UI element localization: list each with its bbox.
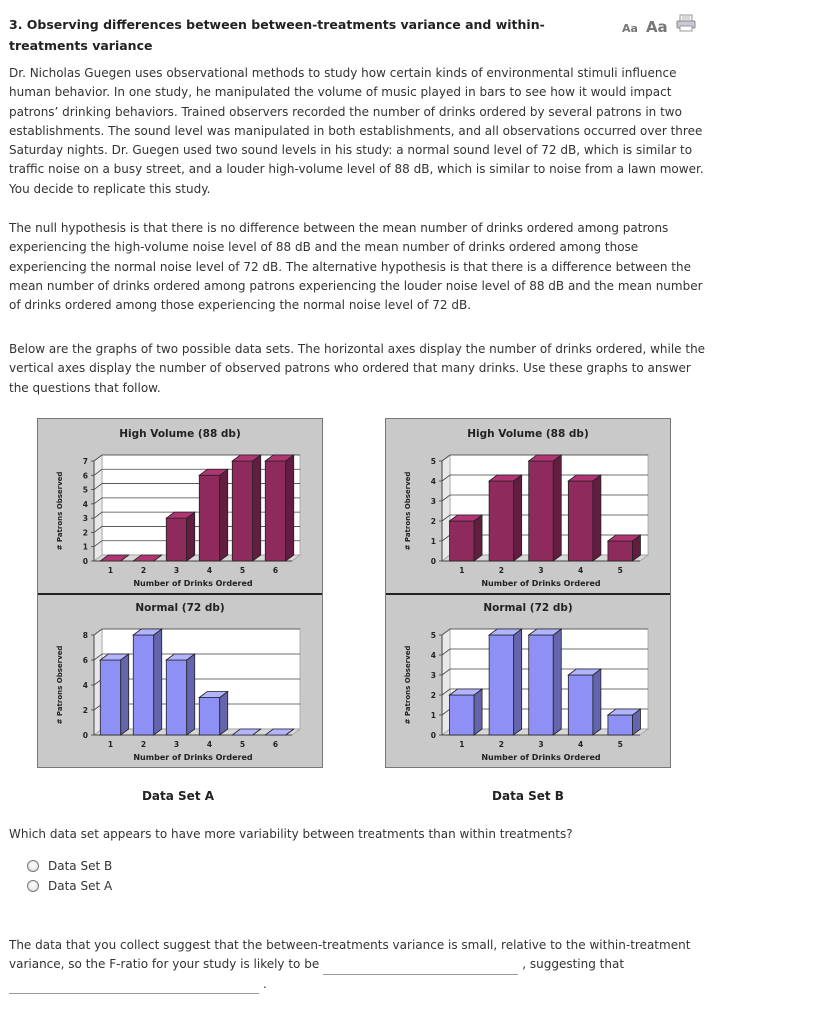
plot-side-wall	[94, 455, 102, 561]
y-tick-label: 5	[82, 485, 88, 495]
x-tick-label: 3	[538, 566, 544, 575]
bar	[450, 689, 483, 735]
y-tick-label: 1	[430, 711, 436, 720]
chart-panel	[404, 428, 648, 588]
x-axis-label: Number of Drinks Ordered	[481, 579, 601, 588]
intro-paragraph: Dr. Nicholas Guegen uses observational methods to study how certain kinds of environmental stimuli influence human behavior. In one study, he manipulated the volume of music played in bars to see how it would impact patrons’ drinking behaviors. Trained observers recorded the number of drinks ordered by several patrons in two establishments. The sound level was manipulated in both establishments, and all observations occurred over three Saturday nights. Dr. Guegen used two sound levels in his study: a normal sound level of 72 dB, which is similar to traffic noise on a busy street, and a louder high-volume level of 88 dB, which is similar to noise from a lawn mower. You decide to replicate this study.	[9, 66, 704, 196]
y-tick-label: 8	[82, 631, 88, 640]
x-tick-label: 4	[577, 566, 584, 575]
y-tick-label: 1	[82, 542, 88, 552]
bar-front	[568, 675, 593, 735]
hypothesis-paragraph: The null hypothesis is that there is no difference between the mean number of drinks ordered among patrons experiencing the high-volume noise level of 88 dB and the mean number of drinks ordered among those experiencing the normal noise level of 72 dB. The alternative hypothesis is that there is a difference between the mean number of drinks ordered among patrons experiencing the louder noise level of 88 dB and the mean number of drinks ordered among those experiencing the normal noise level of 72 dB.	[9, 221, 703, 313]
bar-side	[121, 654, 129, 735]
x-tick-label: 2	[140, 566, 147, 575]
print-icon-graphic	[676, 14, 696, 32]
x-tick-label: 1	[107, 740, 114, 749]
f-ratio-dropdown[interactable]	[323, 960, 518, 975]
chart-title: Normal (72 db)	[483, 602, 573, 614]
question-title: 3. Observing differences between between-treatments variance and within-treatments variance	[9, 17, 545, 53]
fill-text-part-1: The data that you collect suggest that the between-treatments variance is small, relative to the within-treatment variance, so the F-ratio for your study is likely to be	[9, 938, 691, 972]
y-axis-label: # Patrons Observed	[404, 645, 412, 725]
radio-button[interactable]	[27, 880, 39, 892]
x-tick-label: 3	[173, 740, 180, 749]
y-tick-label: 2	[82, 528, 88, 538]
y-tick-label: 2	[430, 691, 436, 700]
bar-side	[514, 629, 522, 735]
bar-front	[529, 635, 554, 735]
bar-side	[253, 455, 261, 561]
bar-front	[450, 521, 475, 561]
chart-title: High Volume (88 db)	[467, 428, 589, 440]
bar-front	[608, 541, 633, 561]
chart-title: Normal (72 db)	[135, 602, 225, 614]
bar-side	[474, 515, 482, 561]
y-tick-label: 6	[82, 656, 88, 665]
answer-options	[27, 856, 112, 896]
y-tick-label: 5	[430, 631, 436, 640]
bar	[529, 629, 562, 735]
bar-front	[568, 481, 593, 561]
bar-side	[593, 669, 601, 735]
x-tick-label: 4	[577, 740, 584, 749]
x-tick-label: 1	[107, 566, 114, 575]
bar	[265, 455, 293, 561]
x-tick-label: 6	[272, 566, 279, 575]
chart-panel	[56, 428, 300, 588]
fill-text-part-2: , suggesting that	[522, 957, 625, 972]
fill-text-part-3: .	[263, 976, 267, 991]
panel-divider	[386, 593, 670, 595]
y-tick-label: 3	[430, 671, 436, 680]
x-tick-label: 2	[140, 740, 147, 749]
panel-divider	[38, 593, 322, 595]
bar	[608, 535, 641, 561]
increase-font-button[interactable]: Aa	[645, 18, 668, 36]
y-tick-label: 3	[430, 497, 436, 506]
x-tick-label: 1	[459, 566, 465, 575]
bar-side	[220, 692, 228, 736]
x-axis-label: Number of Drinks Ordered	[481, 753, 601, 762]
bar-side	[474, 689, 482, 735]
radio-button[interactable]	[27, 860, 39, 872]
y-tick-label: 7	[82, 457, 88, 466]
bar-side	[553, 629, 561, 735]
bar-front	[489, 635, 514, 735]
bar-front	[232, 461, 252, 561]
bar	[568, 475, 601, 561]
x-tick-label: 2	[498, 566, 505, 575]
option-label: Data Set B	[48, 859, 113, 873]
y-tick-label: 0	[430, 557, 436, 566]
y-axis-label: # Patrons Observed	[404, 471, 412, 551]
question-title-row	[9, 14, 609, 56]
bar	[166, 654, 194, 735]
bar	[166, 512, 194, 561]
y-tick-label: 1	[430, 537, 436, 546]
plot-side-wall	[442, 629, 450, 735]
bar-front	[100, 660, 120, 735]
chart-panel	[56, 602, 300, 762]
x-tick-label: 4	[206, 566, 213, 575]
x-tick-label: 5	[617, 566, 623, 575]
bar	[529, 455, 562, 561]
decrease-font-button[interactable]: Aa	[622, 22, 638, 35]
y-tick-label: 0	[82, 557, 88, 566]
print-icon[interactable]	[676, 14, 696, 35]
data-set-a-label: Data Set A	[141, 789, 215, 803]
bar	[489, 475, 522, 561]
data-set-b-chart	[385, 418, 671, 768]
x-tick-label: 3	[538, 740, 544, 749]
bar-side	[220, 469, 228, 561]
bar-front	[166, 518, 186, 561]
graphs-instructions-paragraph: Below are the graphs of two possible data sets. The horizontal axes display the number of drinks ordered, while the vertical axes display the number of observed patrons who ordered that many drinks. Use these graphs to answer the questions that follow.	[9, 342, 706, 395]
bar-front	[608, 715, 633, 735]
y-tick-label: 0	[82, 731, 88, 740]
chart-title: High Volume (88 db)	[119, 428, 241, 440]
bar-side	[593, 475, 601, 561]
option-data-set-a[interactable]	[27, 876, 112, 896]
chart-panel	[404, 602, 648, 762]
bar	[232, 455, 260, 561]
plot-side-wall	[442, 455, 450, 561]
bar-side	[286, 455, 294, 561]
y-tick-label: 3	[82, 514, 88, 524]
x-tick-label: 5	[239, 566, 246, 575]
bar-side	[553, 455, 561, 561]
bar	[608, 709, 641, 735]
bar	[199, 692, 227, 736]
fill-in-sentence	[9, 936, 709, 994]
y-tick-label: 0	[430, 731, 436, 740]
bar-front	[199, 475, 219, 561]
bar	[489, 629, 522, 735]
font-size-controls	[622, 14, 696, 36]
y-axis-label: # Patrons Observed	[56, 645, 64, 725]
y-tick-label: 4	[82, 499, 88, 509]
bar-front	[450, 695, 475, 735]
multiple-choice-question: Which data set appears to have more variability between treatments than within treatments?	[9, 827, 573, 841]
bar-front	[265, 461, 285, 561]
x-tick-label: 4	[206, 740, 213, 749]
bar-side	[514, 475, 522, 561]
bar-front	[166, 660, 186, 735]
x-axis-label: Number of Drinks Ordered	[133, 579, 253, 588]
y-axis-label: # Patrons Observed	[56, 471, 64, 551]
data-set-b-label: Data Set B	[492, 789, 564, 803]
x-tick-label: 5	[617, 740, 623, 749]
bar	[133, 629, 161, 735]
y-tick-label: 4	[430, 651, 436, 660]
x-tick-label: 3	[173, 566, 180, 575]
bar-front	[199, 698, 219, 736]
x-tick-label: 6	[272, 740, 279, 749]
bar	[100, 654, 128, 735]
bar	[450, 515, 483, 561]
option-data-set-b[interactable]	[27, 856, 112, 876]
bar-side	[154, 629, 162, 735]
bar-side	[187, 654, 195, 735]
conclusion-dropdown[interactable]	[9, 979, 259, 994]
bar-front	[529, 461, 554, 561]
option-label: Data Set A	[48, 879, 113, 893]
y-tick-label: 5	[430, 457, 436, 466]
y-tick-label: 4	[430, 477, 436, 486]
bar-side	[187, 512, 195, 561]
bar-front	[133, 635, 153, 735]
bar-front	[489, 481, 514, 561]
x-tick-label: 5	[239, 740, 246, 749]
bar	[568, 669, 601, 735]
data-set-a-chart	[37, 418, 323, 768]
y-tick-label: 4	[82, 681, 88, 690]
y-tick-label: 2	[430, 517, 436, 526]
y-tick-label: 6	[82, 471, 88, 481]
y-tick-label: 2	[82, 706, 88, 715]
x-tick-label: 2	[498, 740, 505, 749]
x-axis-label: Number of Drinks Ordered	[133, 753, 253, 762]
bar	[199, 469, 227, 561]
x-tick-label: 1	[459, 740, 465, 749]
